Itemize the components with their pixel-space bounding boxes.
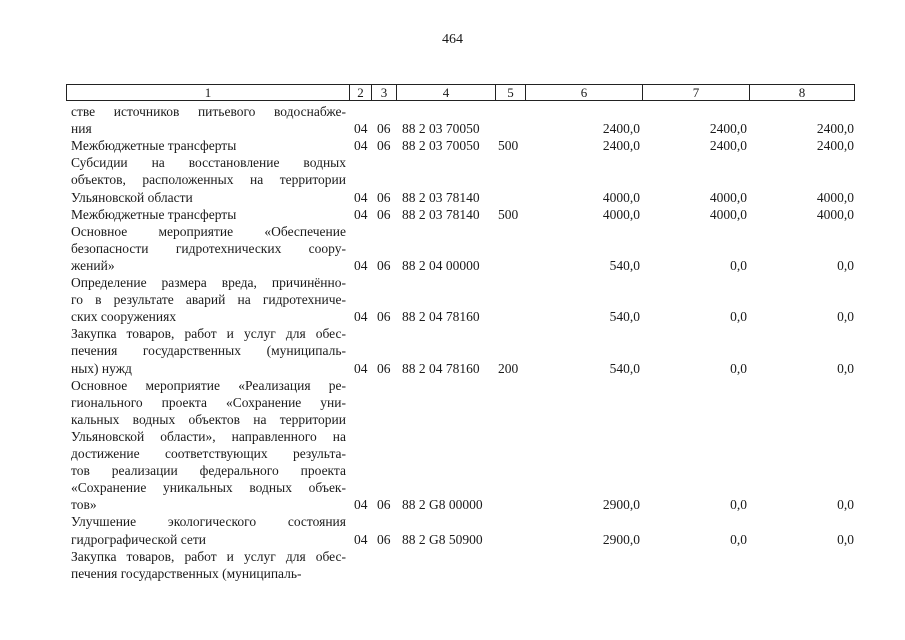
cell-c6: 2900,0 xyxy=(602,497,640,513)
header-col-5: 5 xyxy=(495,84,526,101)
table-row xyxy=(0,325,905,342)
row-name-line: гидрографической сети xyxy=(71,531,206,547)
cell-c7: 2400,0 xyxy=(709,138,747,154)
cell-c2: 04 xyxy=(354,189,368,205)
cell-c4: 88 2 03 70050 xyxy=(402,121,480,137)
row-name-line: достижение соответствующих результа- xyxy=(71,446,346,461)
table-row xyxy=(0,137,905,154)
cell-c6: 4000,0 xyxy=(602,189,640,205)
cell-c7: 2400,0 xyxy=(709,121,747,137)
row-name-line: тов реализации федерального проекта xyxy=(71,463,346,479)
row-name-line: Субсидии на восстановление водных xyxy=(71,155,346,171)
table-row xyxy=(0,513,905,530)
cell-c7: 0,0 xyxy=(730,531,747,547)
table-row xyxy=(0,189,905,206)
table-row xyxy=(0,120,905,137)
cell-c8: 0,0 xyxy=(837,257,854,273)
row-name-line: Определение размера вреда, причинённо- xyxy=(71,275,346,290)
row-name-line: Основное мероприятие «Реализация ре- xyxy=(71,377,346,393)
row-name-line: печения государственных (муниципаль- xyxy=(71,343,346,359)
table-row xyxy=(0,394,905,411)
cell-c6: 2400,0 xyxy=(602,121,640,137)
cell-c8: 0,0 xyxy=(837,497,854,513)
table-row xyxy=(0,462,905,479)
row-name-line: го в результате аварий на гидротехниче- xyxy=(71,292,346,308)
cell-c7: 0,0 xyxy=(730,257,747,273)
cell-c4: 88 2 04 00000 xyxy=(402,257,480,273)
table-row xyxy=(0,445,905,462)
row-name-line: Межбюджетные трансферты xyxy=(71,138,237,154)
table-row xyxy=(0,479,905,496)
cell-c5: 500 xyxy=(498,206,519,222)
cell-c4: 88 2 03 78140 xyxy=(402,206,480,222)
table-row xyxy=(0,257,905,274)
cell-c4: 88 2 03 70050 xyxy=(402,138,480,154)
row-name-line: объектов, расположенных на территории xyxy=(71,172,346,188)
table-row xyxy=(0,360,905,377)
row-name-line: Закупка товаров, работ и услуг для обес- xyxy=(71,326,346,342)
table-row xyxy=(0,428,905,445)
cell-c4: 88 2 G8 50900 xyxy=(402,531,483,547)
cell-c7: 0,0 xyxy=(730,360,747,376)
cell-c7: 0,0 xyxy=(730,309,747,325)
table-row xyxy=(0,240,905,257)
row-name-line: Основное мероприятие «Обеспечение xyxy=(71,223,346,239)
header-col-1: 1 xyxy=(66,84,350,101)
cell-c4: 88 2 03 78140 xyxy=(402,189,480,205)
table-row xyxy=(0,223,905,240)
cell-c2: 04 xyxy=(354,531,368,547)
cell-c3: 06 xyxy=(377,138,391,154)
cell-c8: 0,0 xyxy=(837,531,854,547)
row-name-line: гионального проекта «Сохранение уни- xyxy=(71,394,346,410)
header-col-3: 3 xyxy=(371,84,397,101)
table-row xyxy=(0,548,905,565)
row-name-line: жений» xyxy=(71,257,115,273)
cell-c8: 0,0 xyxy=(837,360,854,376)
table-row xyxy=(0,291,905,308)
row-name-line: Улучшение экологического состояния xyxy=(71,514,346,530)
page-number: 464 xyxy=(442,32,463,47)
cell-c6: 540,0 xyxy=(609,309,640,325)
cell-c3: 06 xyxy=(377,257,391,273)
row-name-line: Ульяновской области xyxy=(71,189,193,205)
cell-c3: 06 xyxy=(377,206,391,222)
cell-c2: 04 xyxy=(354,121,368,137)
table-row xyxy=(0,342,905,359)
cell-c2: 04 xyxy=(354,206,368,222)
cell-c7: 4000,0 xyxy=(709,189,747,205)
row-name-line: «Сохранение уникальных водных объек- xyxy=(71,480,346,496)
cell-c8: 4000,0 xyxy=(816,189,854,205)
cell-c2: 04 xyxy=(354,309,368,325)
table-row xyxy=(0,565,905,582)
cell-c6: 4000,0 xyxy=(602,206,640,222)
cell-c8: 2400,0 xyxy=(816,138,854,154)
cell-c2: 04 xyxy=(354,497,368,513)
cell-c6: 2900,0 xyxy=(602,531,640,547)
table-row xyxy=(0,496,905,513)
cell-c7: 0,0 xyxy=(730,497,747,513)
row-name-line: кальных водных объектов на территории xyxy=(71,411,346,427)
cell-c4: 88 2 G8 00000 xyxy=(402,497,483,513)
table-row xyxy=(0,103,905,120)
cell-c5: 200 xyxy=(498,360,519,376)
cell-c8: 4000,0 xyxy=(816,206,854,222)
row-name-line: ских сооружениях xyxy=(71,309,177,325)
header-col-6: 6 xyxy=(525,84,643,101)
row-name-line: ния xyxy=(71,121,92,137)
row-name-line: стве источников питьевого водоснабже- xyxy=(71,104,346,119)
cell-c6: 2400,0 xyxy=(602,138,640,154)
table-row xyxy=(0,377,905,394)
cell-c3: 06 xyxy=(377,360,391,376)
header-col-7: 7 xyxy=(642,84,750,101)
cell-c6: 540,0 xyxy=(609,257,640,273)
row-name-line: Закупка товаров, работ и услуг для обес- xyxy=(71,548,346,564)
cell-c2: 04 xyxy=(354,360,368,376)
header-col-8: 8 xyxy=(749,84,855,101)
row-name-line: безопасности гидротехнических соору- xyxy=(71,240,346,256)
cell-c2: 04 xyxy=(354,257,368,273)
cell-c6: 540,0 xyxy=(609,360,640,376)
table-row xyxy=(0,206,905,223)
table-row xyxy=(0,274,905,291)
table-row xyxy=(0,411,905,428)
cell-c3: 06 xyxy=(377,497,391,513)
row-name-line: тов» xyxy=(71,497,97,513)
table-row xyxy=(0,308,905,325)
cell-c4: 88 2 04 78160 xyxy=(402,309,480,325)
cell-c4: 88 2 04 78160 xyxy=(402,360,480,376)
cell-c3: 06 xyxy=(377,189,391,205)
table-row xyxy=(0,154,905,171)
table-row xyxy=(0,531,905,548)
row-name-line: печения государственных (муниципаль- xyxy=(71,565,302,581)
cell-c8: 2400,0 xyxy=(816,121,854,137)
cell-c3: 06 xyxy=(377,309,391,325)
row-name-line: Ульяновской области», направленного на xyxy=(71,428,346,444)
row-name-line: ных) нужд xyxy=(71,360,132,376)
row-name-line: Межбюджетные трансферты xyxy=(71,206,237,222)
cell-c3: 06 xyxy=(377,121,391,137)
cell-c5: 500 xyxy=(498,138,519,154)
cell-c3: 06 xyxy=(377,531,391,547)
cell-c8: 0,0 xyxy=(837,309,854,325)
cell-c2: 04 xyxy=(354,138,368,154)
header-col-2: 2 xyxy=(349,84,372,101)
cell-c7: 4000,0 xyxy=(709,206,747,222)
table-row xyxy=(0,171,905,188)
header-col-4: 4 xyxy=(396,84,496,101)
